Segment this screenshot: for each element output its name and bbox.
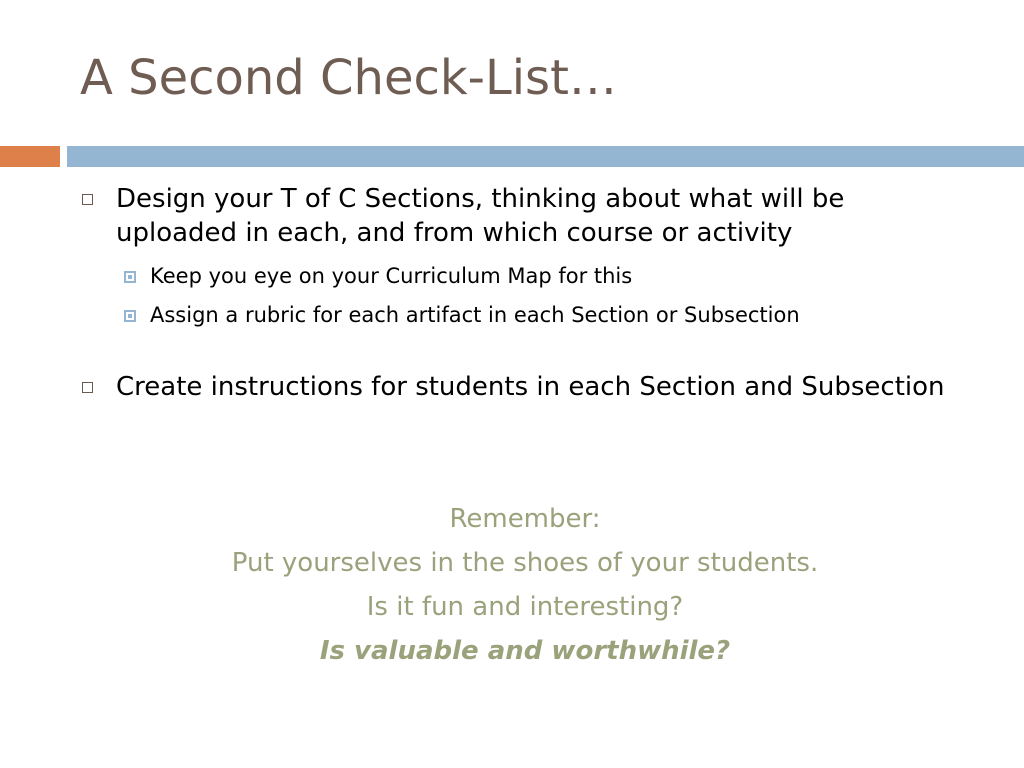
square-bullet-icon bbox=[82, 194, 93, 205]
sub-bullet-text: Keep you eye on your Curriculum Map for this bbox=[150, 264, 633, 288]
sub-bullet-item bbox=[80, 302, 960, 328]
remember-block bbox=[0, 497, 1024, 673]
accent-bar-blue bbox=[67, 146, 1024, 167]
sub-bullet-item bbox=[80, 263, 960, 289]
filled-square-bullet-icon bbox=[124, 310, 136, 322]
slide-title: A Second Check-List… bbox=[80, 50, 617, 106]
remember-line: Put yourselves in the shoes of your students. bbox=[231, 548, 819, 578]
filled-square-bullet-icon bbox=[124, 271, 136, 283]
accent-bar-orange bbox=[0, 146, 60, 167]
remember-emphasis-line: Is valuable and worthwhile? bbox=[319, 636, 731, 666]
remember-line: Is it fun and interesting? bbox=[366, 592, 684, 622]
bullet-item bbox=[80, 182, 960, 250]
bullet-text: Create instructions for students in each Section and Subsection bbox=[116, 372, 945, 402]
sub-bullet-text: Assign a rubric for each artifact in each Section or Subsection bbox=[150, 303, 800, 327]
square-bullet-icon bbox=[82, 382, 93, 393]
remember-heading: Remember: bbox=[449, 504, 601, 534]
bullet-list bbox=[80, 182, 960, 404]
bullet-text: Design your T of C Sections, thinking about what will be uploaded in each, and from which course or activity bbox=[116, 184, 845, 248]
spacer bbox=[80, 328, 960, 370]
bullet-item bbox=[80, 370, 960, 404]
